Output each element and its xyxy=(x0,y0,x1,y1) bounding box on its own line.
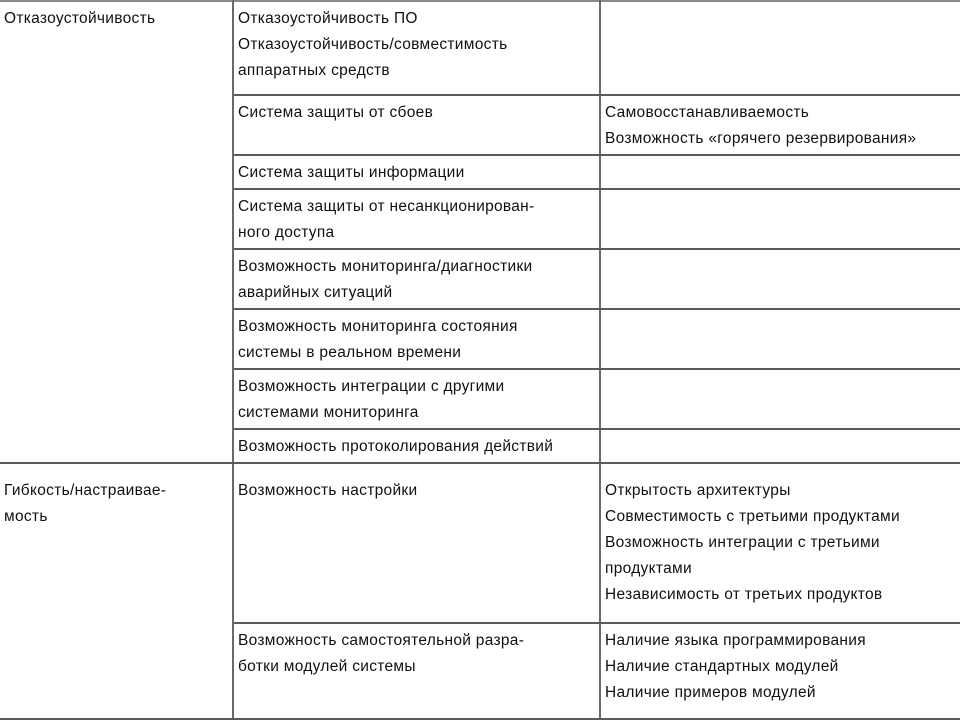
table-row xyxy=(0,249,960,309)
feature-cell xyxy=(600,189,960,249)
feature-cell xyxy=(600,1,960,95)
subcriterion-cell xyxy=(233,189,600,249)
feature-cell xyxy=(600,309,960,369)
feature-text: Совместимость с третьими продуктами xyxy=(605,508,900,525)
category-cell xyxy=(0,189,233,249)
table-row xyxy=(0,463,960,623)
subcriterion-cell xyxy=(233,155,600,189)
subcriterion-text: аппаратных средств xyxy=(238,62,390,79)
subcriterion-text: Возможность мониторинга состояния xyxy=(238,318,518,335)
subcriterion-cell xyxy=(233,95,600,155)
category-cell xyxy=(0,463,233,623)
feature-cell xyxy=(600,623,960,719)
feature-cell xyxy=(600,369,960,429)
feature-text: Наличие стандартных модулей xyxy=(605,658,839,675)
category-text: мость xyxy=(4,508,48,525)
subcriterion-text: Возможность мониторинга/диагностики xyxy=(238,258,533,275)
table-row xyxy=(0,155,960,189)
feature-cell xyxy=(600,95,960,155)
category-cell xyxy=(0,623,233,719)
subcriterion-text: ботки модулей системы xyxy=(238,658,416,675)
subcriterion-cell xyxy=(233,1,600,95)
subcriterion-cell xyxy=(233,309,600,369)
table-row xyxy=(0,623,960,719)
subcriterion-cell xyxy=(233,249,600,309)
subcriterion-cell xyxy=(233,463,600,623)
subcriterion-text: Отказоустойчивость ПО xyxy=(238,10,418,27)
table-row xyxy=(0,369,960,429)
subcriterion-text: Система защиты от несанкционирован- xyxy=(238,198,535,215)
category-cell xyxy=(0,155,233,189)
feature-text: Независимость от третьих продуктов xyxy=(605,586,883,603)
feature-text: Открытость архитектуры xyxy=(605,482,791,499)
subcriterion-text: Возможность протоколирования действий xyxy=(238,438,554,455)
subcriterion-cell xyxy=(233,369,600,429)
subcriterion-cell xyxy=(233,623,600,719)
category-cell xyxy=(0,95,233,155)
category-text: Гибкость/настраивае- xyxy=(4,482,167,499)
table-row xyxy=(0,429,960,463)
subcriterion-text: ного доступа xyxy=(238,224,335,241)
feature-text: Возможность «горячего резервирования» xyxy=(605,130,917,147)
category-cell xyxy=(0,309,233,369)
subcriterion-text: Система защиты информации xyxy=(238,164,465,181)
feature-text: Наличие языка программирования xyxy=(605,632,866,649)
subcriterion-text: Возможность самостоятельной разра- xyxy=(238,632,525,649)
table-row xyxy=(0,309,960,369)
feature-cell xyxy=(600,463,960,623)
feature-text: продуктами xyxy=(605,560,692,577)
category-cell xyxy=(0,369,233,429)
subcriterion-text: Система защиты от сбоев xyxy=(238,104,434,121)
feature-text: Возможность интеграции с третьими xyxy=(605,534,880,551)
subcriterion-text: аварийных ситуаций xyxy=(238,284,393,301)
table-row xyxy=(0,95,960,155)
table-row xyxy=(0,189,960,249)
category-cell xyxy=(0,429,233,463)
subcriterion-cell xyxy=(233,429,600,463)
subcriterion-text: Возможность интеграции с другими xyxy=(238,378,505,395)
feature-text: Наличие примеров модулей xyxy=(605,684,816,701)
category-text: Отказоустойчивость xyxy=(4,10,156,27)
subcriterion-text: системами мониторинга xyxy=(238,404,419,421)
subcriterion-text: Возможность настройки xyxy=(238,482,418,499)
table-row xyxy=(0,1,960,95)
feature-cell xyxy=(600,155,960,189)
feature-text: Самовосстанавливаемость xyxy=(605,104,810,121)
category-cell xyxy=(0,1,233,95)
feature-cell xyxy=(600,249,960,309)
category-cell xyxy=(0,249,233,309)
subcriterion-text: системы в реальном времени xyxy=(238,344,462,361)
subcriterion-text: Отказоустойчивость/совместимость xyxy=(238,36,508,53)
feature-cell xyxy=(600,429,960,463)
